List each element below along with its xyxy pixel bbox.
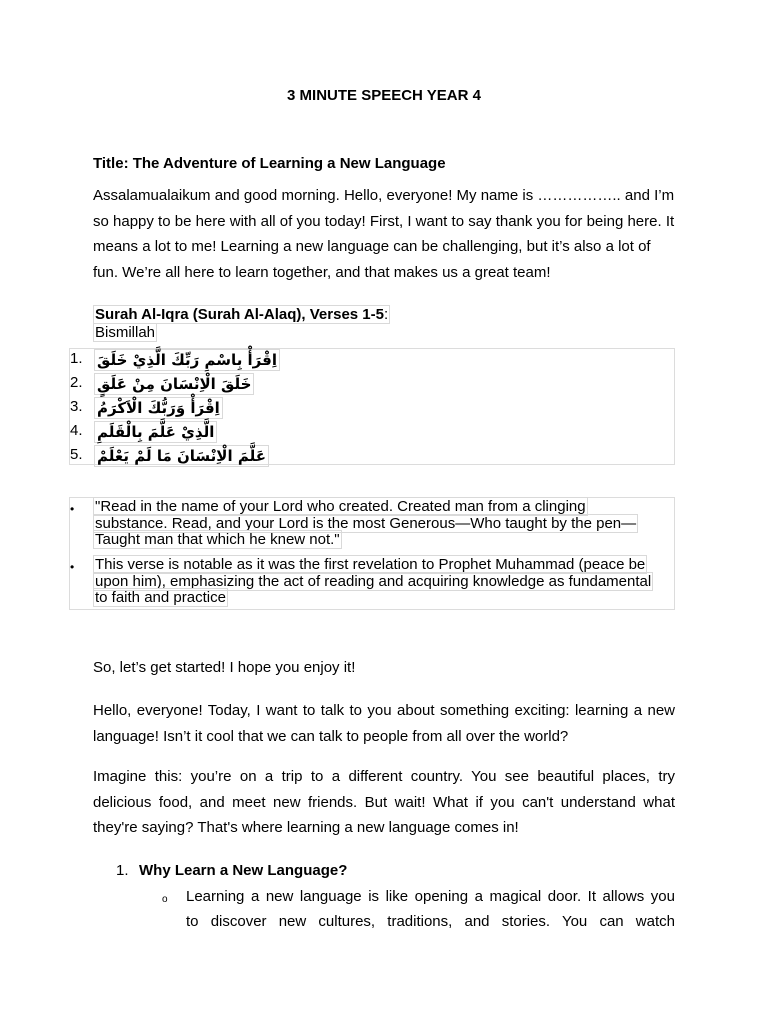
- paragraph-imagine: Imagine this: you’re on a trip to a different country. You see beautiful places, try delicious food, and meet new friends. But wait! What if you can't understand what they're saying? That's where learning a new language comes in!: [93, 768, 675, 836]
- verse-item: [70, 445, 676, 469]
- verse-text: خَلَقَ الْاِنْسَانَ مِنْ عَلَقٍ: [94, 373, 254, 395]
- speech-title: Title: The Adventure of Learning a New Language: [93, 155, 446, 172]
- surah-heading: Surah Al-Iqra (Surah Al-Alaq), Verses 1-5:: [95, 306, 389, 323]
- verse-text: الَّذِيْ عَلَّمَ بِالْقَلَمِ: [94, 421, 217, 443]
- verse-number: 5.: [70, 446, 83, 463]
- verse-text: اِقْرَأْ وَرَبُّكَ الْاَكْرَمُ: [94, 397, 223, 419]
- verse-item: [70, 373, 676, 397]
- sub-item-line: to discover new cultures, traditions, and stories. You can watch: [186, 913, 675, 930]
- translation-item: This verse is notable as it was the first revelation to Prophet Muhammad (peace be upon him), emphasizing the act of reading and acquiring knowledge as fundamental to faith and practice: [95, 556, 652, 606]
- page-title: 3 MINUTE SPEECH YEAR 4: [287, 87, 481, 104]
- translation-list: [69, 497, 675, 610]
- verse-text: اِقْرَأْ بِاسْمِ رَبِّكَ الَّذِيْ خَلَقَ: [94, 349, 280, 371]
- bullet-marker: •: [70, 502, 75, 516]
- list-item: [116, 862, 347, 879]
- verse-item: [70, 421, 676, 445]
- bullet-marker: •: [70, 560, 75, 574]
- start-line: So, let’s get started! I hope you enjoy it!: [93, 659, 356, 676]
- verse-text: عَلَّمَ الْاِنْسَانَ مَا لَمْ يَعْلَمْ: [94, 445, 269, 467]
- list-item-title: Why Learn a New Language?: [139, 862, 348, 879]
- verse-number: 3.: [70, 398, 83, 415]
- paragraph-today: Hello, everyone! Today, I want to talk to you about something exciting: learning a new language! Isn’t it cool that we can talk to people from all over the world?: [93, 702, 675, 745]
- verse-item: [70, 349, 676, 373]
- verse-number: 4.: [70, 422, 83, 439]
- sub-item-line: Learning a new language is like opening a magical door. It allows you: [186, 888, 675, 905]
- verse-item: [70, 397, 676, 421]
- surah-heading-block: [93, 306, 390, 342]
- verse-number: 2.: [70, 374, 83, 391]
- verse-list: [69, 348, 675, 465]
- translation-item: "Read in the name of your Lord who created. Created man from a clinging substance. Read, and your Lord is the most Generous—Who taught by the pen— Taught man that which he knew not.": [95, 498, 637, 548]
- sub-bullet-marker: o: [162, 894, 168, 905]
- bismillah-label: Bismillah: [95, 324, 156, 341]
- intro-paragraph: Assalamualaikum and good morning. Hello, everyone! My name is …………….. and I’m so happy to be here with all of you today! First, I want to say thank you for being here. It means a lot to me! Learning a new language can be challenging, but it’s also a lot of fun. We’re all here to learn together, and that makes us a great team!: [93, 187, 675, 281]
- list-number: 1.: [116, 862, 129, 879]
- verse-number: 1.: [70, 350, 83, 367]
